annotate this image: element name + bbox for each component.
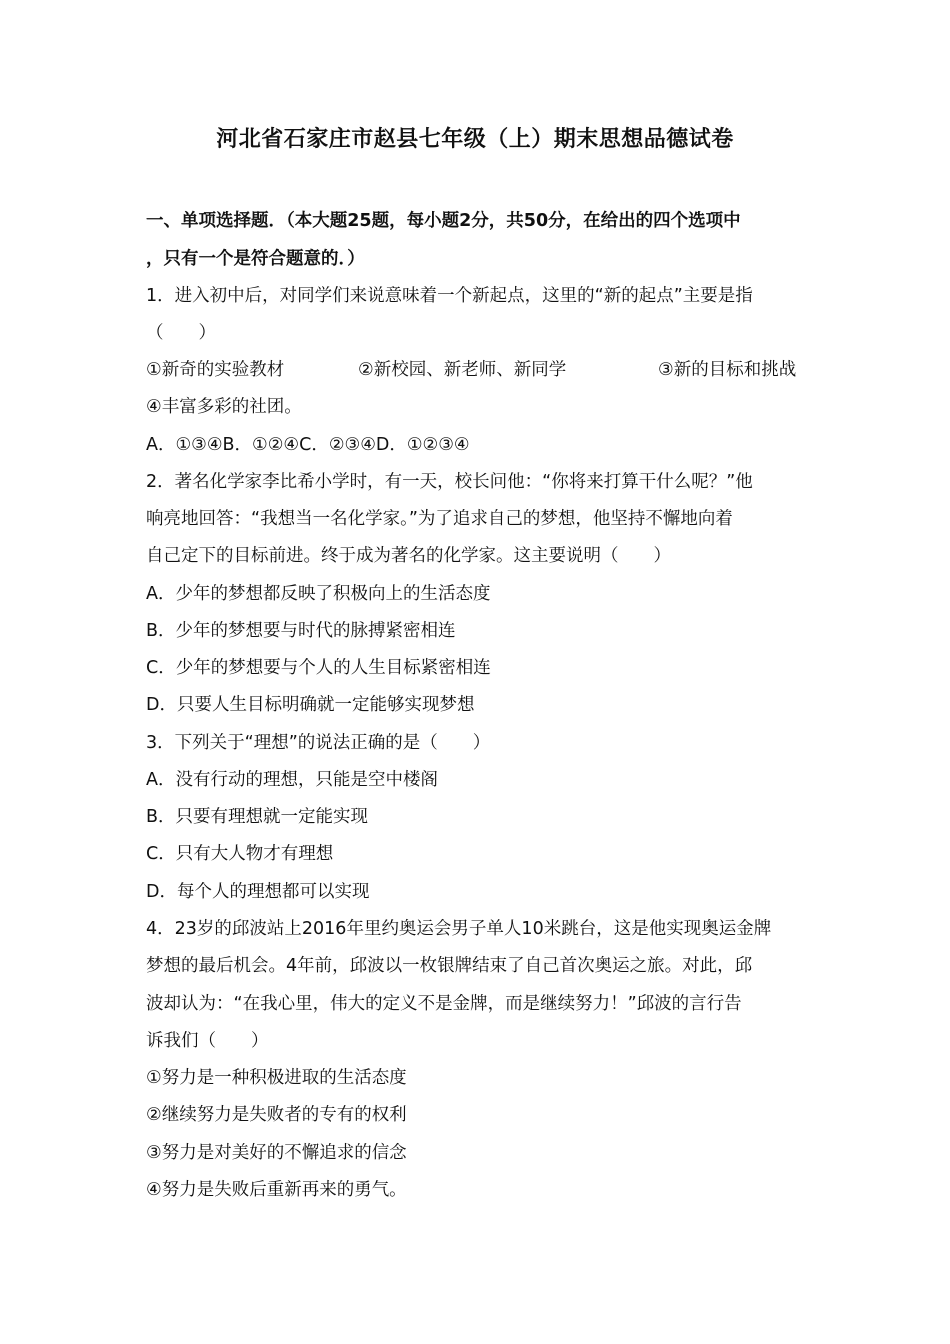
- q1-statement-2: ②新校园、新老师、新同学: [358, 360, 567, 380]
- q2-option-a: A．少年的梦想都反映了积极向上的生活态度: [146, 584, 491, 604]
- q2-stem: 2．著名化学家李比希小学时，有一天，校长问他：“你将来打算干什么呢？”他: [146, 472, 753, 492]
- q2-option-c: C．少年的梦想要与个人的人生目标紧密相连: [146, 658, 491, 678]
- q4-statement-2: ②继续努力是失败者的专有的权利: [146, 1105, 407, 1125]
- q1-statement-1: ①新奇的实验教材: [146, 360, 285, 380]
- q3-option-a: A．没有行动的理想，只能是空中楼阁: [146, 770, 438, 790]
- q1-statement-3: ③新的目标和挑战: [658, 360, 797, 380]
- page-title: 河北省石家庄市赵县七年级（上）期末思想品德试卷: [216, 127, 734, 152]
- q4-stem-cont-1: 梦想的最后机会。4年前，邱波以一枚银牌结束了自己首次奥运之旅。对此，邱: [146, 956, 753, 976]
- q4-stem-cont-2: 波却认为：“在我心里，伟大的定义不是金牌，而是继续努力！”邱波的言行告: [146, 994, 742, 1014]
- q4-stem: 4．23岁的邱波站上2016年里约奥运会男子单人10米跳台，这是他实现奥运金牌: [146, 919, 772, 939]
- q1-answer-options: A．①③④B．①②④C．②③④D．①②③④: [146, 435, 470, 455]
- q3-option-d: D．每个人的理想都可以实现: [146, 882, 370, 902]
- q1-stem: 1．进入初中后，对同学们来说意味着一个新起点，这里的“新的起点”主要是指: [146, 286, 753, 306]
- q1-statement-4: ④丰富多彩的社团。: [146, 397, 302, 417]
- q2-stem-cont-2: 自己定下的目标前进。终于成为著名的化学家。这主要说明（ ）: [146, 546, 671, 566]
- q2-stem-cont-1: 响亮地回答：“我想当一名化学家。”为了追求自己的梦想，他坚持不懈地向着: [146, 509, 733, 529]
- q4-statement-1: ①努力是一种积极进取的生活态度: [146, 1068, 407, 1088]
- q1-statements: [146, 357, 816, 383]
- section-heading-cont: ，只有一个是符合题意的．）: [146, 249, 365, 269]
- q4-statement-3: ③努力是对美好的不懈追求的信念: [146, 1143, 407, 1163]
- q4-statement-4: ④努力是失败后重新再来的勇气。: [146, 1180, 407, 1200]
- q4-stem-cont-3: 诉我们（ ）: [146, 1031, 269, 1051]
- q2-option-b: B．少年的梦想要与时代的脉搏紧密相连: [146, 621, 456, 641]
- q1-stem-cont: （ ）: [146, 323, 216, 343]
- q3-option-b: B．只要有理想就一定能实现: [146, 807, 369, 827]
- q3-option-c: C．只有大人物才有理想: [146, 844, 334, 864]
- q2-option-d: D．只要人生目标明确就一定能够实现梦想: [146, 695, 475, 715]
- q3-stem: 3．下列关于“理想”的说法正确的是（ ）: [146, 733, 491, 753]
- section-heading: 一、单项选择题．（本大题25题，每小题2分，共50分，在给出的四个选项中: [146, 211, 741, 231]
